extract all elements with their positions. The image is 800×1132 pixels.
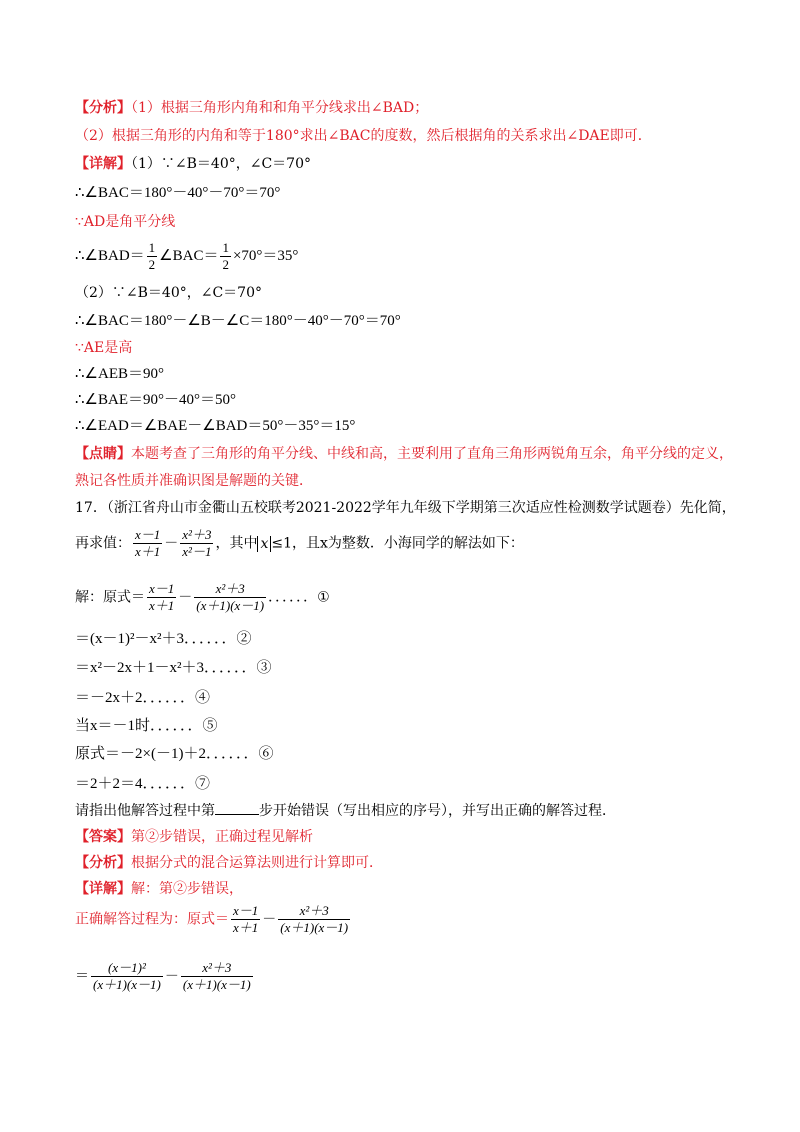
analysis-line-1	[75, 98, 428, 118]
half-fraction-2: $\frac{1}{2}$	[222, 240, 229, 272]
solution-label: 解：原式＝	[75, 589, 145, 606]
detail-tag: 【详解】	[75, 156, 131, 172]
solution-step-7: ＝2＋2＝4．．．．．．⑦	[75, 776, 211, 792]
analysis2-line	[75, 853, 383, 873]
abs-x: x	[257, 536, 271, 552]
solution-step-3: ＝x²－2x＋1－x²＋3．．．．．．③	[75, 660, 272, 676]
correct-minus: －	[262, 911, 277, 928]
question-17-title: 17．（浙江省舟山市金衢山五校联考2021-2022学年九年级下学期第三次适应性检测数学试题卷）先化简，	[75, 500, 736, 516]
solution-step-6: 原式＝－2×(－1)＋2．．．．．．⑥	[75, 746, 274, 762]
detail2-text: 解：第②步错误，	[131, 881, 243, 897]
detail-line-7: ∵AE是高	[75, 340, 133, 356]
common-frac-2: $\frac{\text{x²＋3}}{(x+1)(x-1)}$	[182, 960, 251, 992]
common-denominator-line	[75, 960, 255, 993]
comment-line-2: 熟记各性质并准确识图是解题的关键．	[75, 473, 313, 489]
correct-frac-1: $\frac{x-1}{x+1}$	[233, 903, 259, 935]
answer-text: 第②步错误，正确过程见解析	[131, 829, 313, 845]
analysis2-text: 根据分式的混合运算法则进行计算即可．	[131, 855, 383, 871]
detail-line-5: （2）∵∠B＝40°，∠C＝70°	[75, 285, 262, 301]
comment-line-1	[75, 444, 733, 464]
comment-tag: 【点睛】	[75, 446, 131, 462]
condition-text: ≤1，且x为整数．小海同学的解法如下：	[271, 535, 524, 552]
detail2-line	[75, 879, 243, 899]
comment-text-1: 本题考查了三角形的角平分线、中线和高，主要利用了直角三角形两锐角互余，角平分线的定义，	[131, 446, 733, 462]
common-frac-1: $\frac{\text{(x－1)²}}{(x+1)(x-1)}$	[93, 960, 161, 992]
detail-line-4	[75, 240, 298, 273]
half-fraction-1: $\frac{1}{2}$	[148, 240, 156, 272]
solution-step-2: ＝(x－1)²－x²＋3．．．．．．②	[75, 631, 252, 647]
where-label: ，其中	[215, 535, 258, 552]
bad-prefix: ∴∠BAD＝	[75, 247, 145, 264]
detail-text-1: （1）∵∠B＝40°，∠C＝70°	[131, 156, 311, 172]
detail-line-2: ∴∠BAC＝180°－40°－70°＝70°	[75, 185, 281, 201]
evaluate-label: 再求值：	[75, 535, 131, 552]
detail-line-6: ∴∠BAC＝180°－∠B－∠C＝180°－40°－70°＝70°	[75, 313, 401, 329]
equals-sign: ＝	[75, 968, 89, 985]
frac-x-minus-1: $\frac{x-1}{x+1}$	[135, 527, 161, 559]
bac-mid: ∠BAC＝	[159, 247, 219, 264]
frac-x2-plus-3: $\frac{\text{x²＋3}}{\text{x²－1}}$	[182, 527, 212, 559]
bad-result: ×70°＝35°	[232, 247, 299, 264]
detail-line-10: ∴∠EAD＝∠BAE－∠BAD＝50°－35°＝15°	[75, 418, 356, 434]
analysis-text-1: （1）根据三角形内角和和角平分线求出∠BAD；	[131, 100, 429, 116]
detail-line-3: ∵AD是角平分线	[75, 214, 176, 230]
answer-line	[75, 827, 313, 847]
answer-tag: 【答案】	[75, 829, 131, 845]
solution-step-4: ＝－2x＋2．．．．．．④	[75, 690, 211, 706]
solution-step-1	[75, 581, 330, 614]
common-minus: －	[164, 968, 179, 985]
answer-blank	[215, 800, 259, 815]
detail-line-1	[75, 154, 311, 174]
detail-line-9: ∴∠BAE＝90°－40°＝50°	[75, 392, 236, 408]
step1-frac-1: $\frac{x-1}{x+1}$	[149, 581, 175, 613]
minus-sign: －	[164, 535, 179, 552]
correct-frac-2: $\frac{\text{x²＋3}}{(x+1)(x-1)}$	[280, 903, 349, 935]
correct-solution-line	[75, 903, 352, 936]
solution-step-5: 当x＝－1时．．．．．．⑤	[75, 718, 218, 734]
step1-frac-2: $\frac{\text{x²＋3}}{(x+1)(x-1)}$	[196, 581, 265, 613]
ask-text-2: 步开始错误（写出相应的序号），并写出正确的解答过程．	[259, 803, 616, 819]
ask-text-1: 请指出他解答过程中第	[75, 803, 215, 819]
detail-line-8: ∴∠AEB＝90°	[75, 366, 164, 382]
detail2-tag: 【详解】	[75, 881, 131, 897]
question-17-expr	[75, 527, 524, 560]
question-17-ask	[75, 800, 616, 821]
step1-minus: －	[178, 589, 193, 606]
step1-mark: ．．．．．．①	[268, 589, 330, 606]
analysis-tag: 【分析】	[75, 100, 131, 116]
correct-label: 正确解答过程为：原式＝	[75, 911, 229, 928]
analysis-line-2: （2）根据三角形的内角和等于180°求出∠BAC的度数，然后根据角的关系求出∠DAE即可．	[75, 128, 652, 144]
analysis2-tag: 【分析】	[75, 855, 131, 871]
